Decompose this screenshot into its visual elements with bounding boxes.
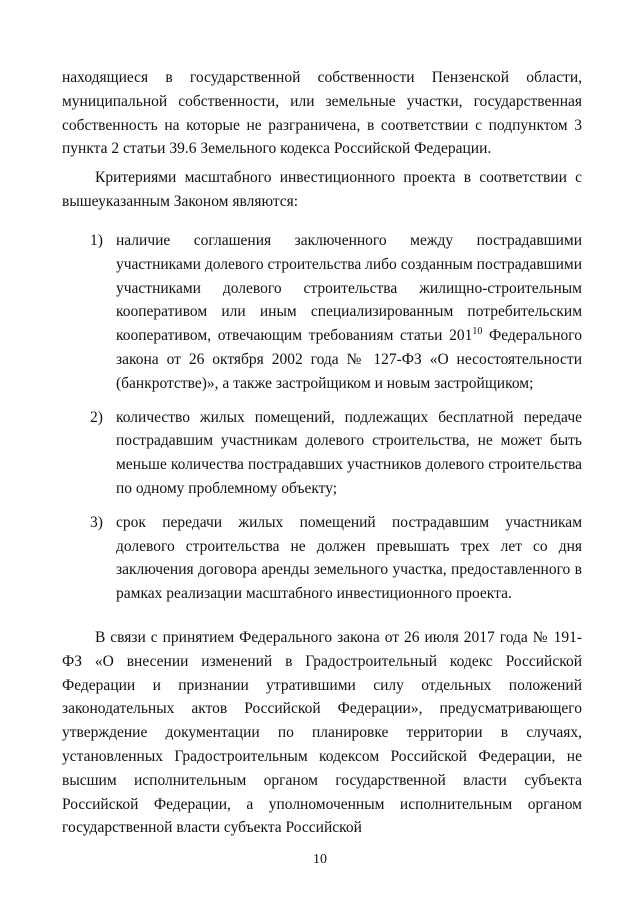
list-item-number: 2) bbox=[90, 408, 103, 426]
criteria-intro-paragraph: Критериями масштабного инвестиционного проекта в соответствии с вышеуказанным Законом являются: bbox=[62, 169, 582, 210]
list-item-number: 3) bbox=[90, 513, 103, 531]
list-item-text: срок передачи жилых помещений пострадавшим участникам долевого строительства не должен превышать трех лет со дня заключения договора аренды земельного участка, предоставленного в рамках реализации масштабного инвестиционного проекта. bbox=[116, 513, 582, 603]
article-superscript: 10 bbox=[472, 326, 483, 338]
paragraph-continuation: находящиеся в государственной собственности Пензенской области, муниципальной собственности, или земельные участки, государственная собственность на которые не разграничена, в соответствии с подпунктом 3 пункта 2 статьи 39.6 Земельного кодекса Российской Федерации. bbox=[62, 69, 582, 158]
list-item-text: количество жилых помещений, подлежащих бесплатной передаче пострадавшим участникам долевого строительства, не может быть меньше количества пострадавших участников долевого строительства по одному проблемному объекту; bbox=[116, 408, 582, 497]
list-item-number: 1) bbox=[90, 232, 103, 249]
page-number: 10 bbox=[313, 852, 327, 867]
criteria-list bbox=[62, 229, 582, 616]
federal-law-paragraph: В связи с принятием Федерального закона от 26 июля 2017 года № 191-ФЗ «О внесении изменений в Градостроительный кодекс Российской Федерации и признании утратившими силу отдельных положений законодательных актов Российской Федерации», предусматривающего утверждение документации по планировке территории в случаях, установленных Градостроительным кодексом Российской Федерации, не высшим исполнительным органом государственной власти субъекта Российской Федерации, а уполномоченным исполнительным органом государственной власти субъекта Российской bbox=[62, 629, 582, 837]
criteria-list-item bbox=[62, 406, 582, 501]
criteria-list-item bbox=[62, 229, 582, 396]
list-item-text: наличие соглашения заключенного между пострадавшими участниками долевого строительства либо созданным пострадавшими участниками долевого строительства жилищно-строительным кооперативом или иным специализированным потребительским кооперативом, отвечающим требованиям статьи 201 bbox=[116, 232, 582, 345]
criteria-list-item bbox=[62, 511, 582, 606]
list-item-text-continued: Федерального закона от 26 октября 2002 года № 127-ФЗ «О несостоятельности (банкротстве)», а также застройщиком и новым застройщиком; bbox=[116, 327, 583, 392]
